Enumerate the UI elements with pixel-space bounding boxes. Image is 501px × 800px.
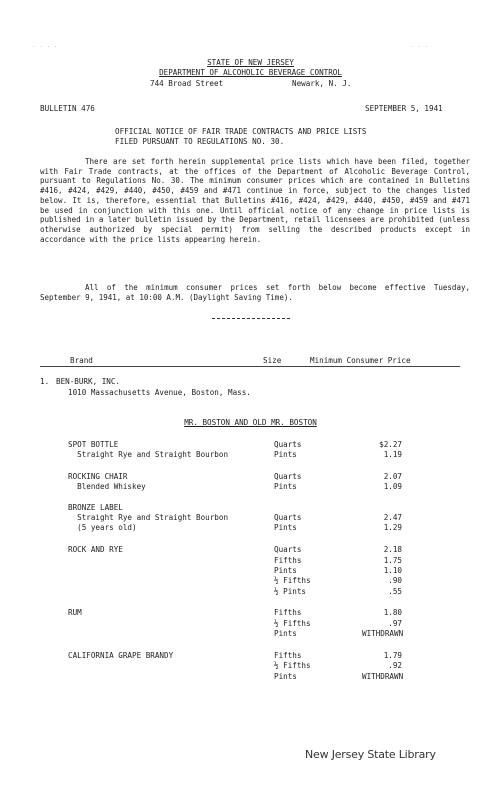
row-price: 1.29	[383, 523, 402, 532]
notice-title-line1: OFFICIAL NOTICE OF FAIR TRADE CONTRACTS AND PRICE LISTS	[115, 127, 367, 136]
row-price: 1.10	[383, 566, 402, 575]
row-price: .55	[388, 587, 402, 596]
state-heading: STATE OF NEW JERSEY	[207, 58, 294, 67]
table-row	[0, 482, 501, 492]
table-row	[0, 672, 501, 682]
table-row	[0, 523, 501, 533]
row-size: ½ Pints	[274, 587, 307, 596]
row-size: Quarts	[274, 472, 302, 481]
table-row	[0, 619, 501, 629]
row-size: Quarts	[274, 513, 302, 522]
row-size: Pints	[274, 482, 297, 491]
header-rule	[40, 366, 460, 367]
row-product: BRONZE LABEL	[68, 503, 123, 512]
table-row	[0, 576, 501, 586]
table-row	[0, 472, 501, 482]
row-product: Straight Rye and Straight Bourbon	[68, 450, 229, 459]
table-row	[0, 556, 501, 566]
row-product: (5 years old)	[68, 523, 137, 532]
table-row	[0, 587, 501, 597]
row-price: .90	[388, 576, 402, 585]
row-size: Fifths	[274, 651, 302, 660]
table-row	[0, 629, 501, 639]
column-price: Minimum Consumer Price	[310, 356, 411, 365]
row-size: Pints	[274, 566, 297, 575]
row-price: 1.80	[383, 608, 402, 617]
row-size: ½ Fifths	[274, 661, 311, 670]
row-price: 2.07	[383, 472, 402, 481]
effective-paragraph: All of the minimum consumer prices set forth below become effective Tuesday, September 9, 1941, at 10:00 A.M. (Daylight Saving Time).	[40, 283, 470, 302]
row-size: Fifths	[274, 608, 302, 617]
row-product: Straight Rye and Straight Bourbon	[68, 513, 229, 522]
scan-smudge: . . . .	[32, 42, 58, 49]
row-product: RUM	[68, 608, 82, 617]
row-product: CALIFORNIA GRAPE BRANDY	[68, 651, 174, 660]
row-size: Pints	[274, 672, 297, 681]
table-row	[0, 440, 501, 450]
row-price: 1.19	[383, 450, 402, 459]
row-product: Blended Whiskey	[68, 482, 146, 491]
table-row	[0, 661, 501, 671]
row-product: ROCK AND RYE	[68, 545, 123, 554]
row-price: 2.18	[383, 545, 402, 554]
row-size: Quarts	[274, 545, 302, 554]
company-name: BEN-BURK, INC.	[56, 377, 121, 386]
table-row	[0, 503, 501, 513]
table-row	[0, 450, 501, 460]
row-price: $2.27	[379, 440, 402, 449]
row-product: ROCKING CHAIR	[68, 472, 128, 481]
row-size: Fifths	[274, 556, 302, 565]
row-price: 1.75	[383, 556, 402, 565]
company-number: 1.	[40, 377, 50, 386]
row-size: Pints	[274, 629, 297, 638]
column-brand: Brand	[70, 356, 93, 365]
row-size: Quarts	[274, 440, 302, 449]
row-price: .92	[388, 661, 402, 670]
bulletin-date: SEPTEMBER 5, 1941	[365, 104, 443, 113]
separator-dashes	[212, 318, 290, 319]
row-price: WITHDRAWN	[362, 672, 404, 681]
section-title: MR. BOSTON AND OLD MR. BOSTON	[184, 418, 317, 427]
table-row	[0, 545, 501, 555]
row-price: WITHDRAWN	[362, 629, 404, 638]
table-row	[0, 566, 501, 576]
row-size: ½ Fifths	[274, 576, 311, 585]
row-price: 2.47	[383, 513, 402, 522]
column-size: Size	[263, 356, 282, 365]
table-row	[0, 513, 501, 523]
city-address: Newark, N. J.	[292, 79, 352, 88]
scan-smudge: . . .	[410, 42, 429, 49]
table-row	[0, 608, 501, 618]
row-size: Pints	[274, 523, 297, 532]
row-product: SPOT BOTTLE	[68, 440, 119, 449]
company-address: 1010 Massachusetts Avenue, Boston, Mass.	[68, 388, 251, 397]
street-address: 744 Broad Street	[150, 79, 224, 88]
row-price: 1.79	[383, 651, 402, 660]
table-row	[0, 651, 501, 661]
row-size: Pints	[274, 450, 297, 459]
row-size: ½ Fifths	[274, 619, 311, 628]
bulletin-number: BULLETIN 476	[40, 104, 95, 113]
department-heading: DEPARTMENT OF ALCOHOLIC BEVERAGE CONTROL	[159, 68, 342, 77]
row-price: 1.09	[383, 482, 402, 491]
notice-title-line2: FILED PURSUANT TO REGULATIONS NO. 30.	[115, 137, 285, 146]
library-watermark: New Jersey State Library	[305, 748, 436, 761]
row-price: .97	[388, 619, 402, 628]
intro-paragraph: There are set forth herein supplemental price lists which have been filed, together with Fair Trade contracts, at the offices of the Department of Alcoholic Beverage Control, pursuant to Regulations No. 30. The minimum consumer prices which are contained in Bulletins #416, #424, #429, #440, #450, #459 and #471 continue in force, subject to the changes listed below. It is, therefore, essential that Bulletins #416, #424, #429, #440, #450, #459 and #471 be used in conjunction with this one. Until official notice of any change in price lists is published in a later bulletin issued by the Department, retail licensees are prohibited (unless otherwise authorized by special permit) from selling the described products except in accordance with the price lists appearing herein.	[40, 157, 470, 244]
